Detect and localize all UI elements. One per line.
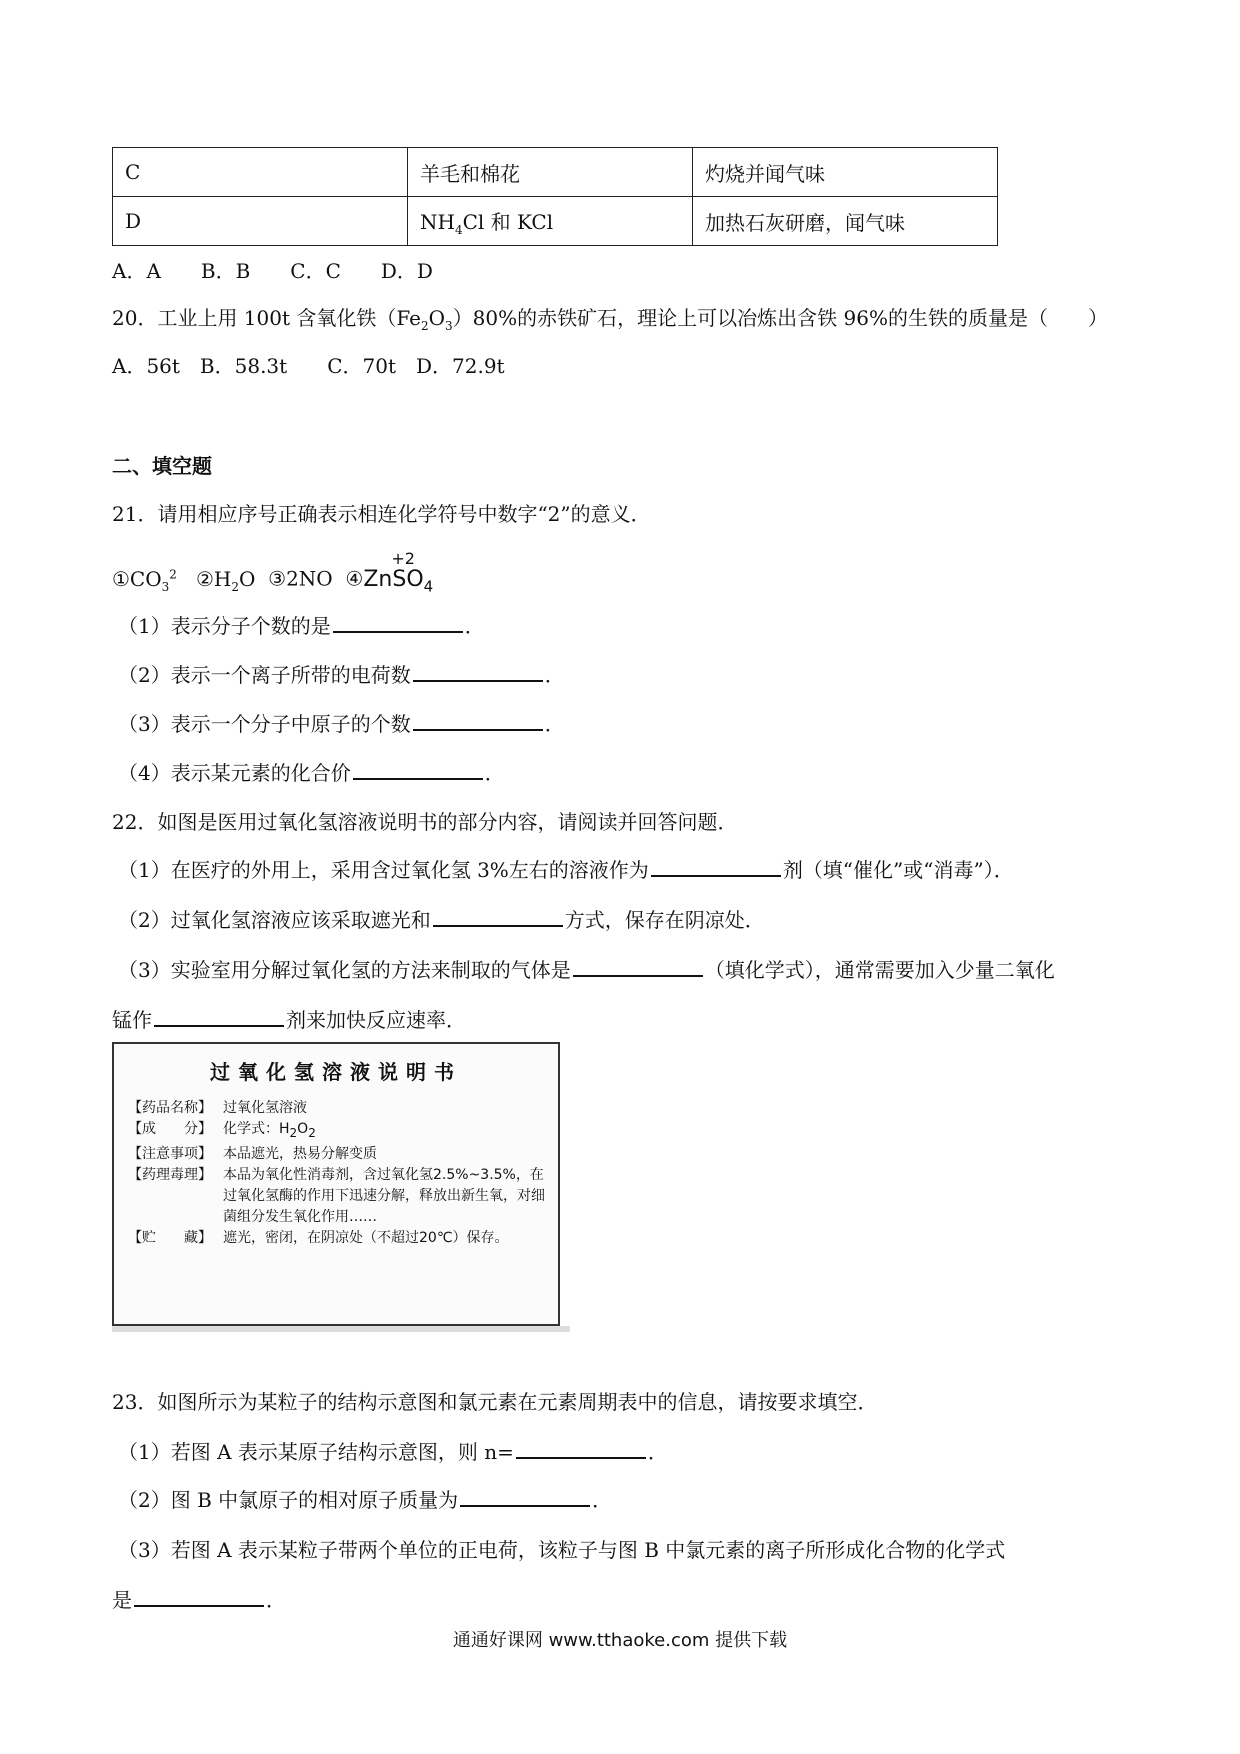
part-text: （1）表示分子个数的是 bbox=[118, 614, 331, 638]
part-text: 是 bbox=[112, 1588, 132, 1612]
part-text: （填化学式），通常需要加入少量二氧化 bbox=[704, 958, 1055, 982]
label-key: 【药品名称】 bbox=[128, 1100, 212, 1116]
part-text: （4）表示某元素的化合价 bbox=[118, 761, 351, 785]
label-row bbox=[128, 1144, 548, 1165]
q20-stem: 20．工业上用 100t 含氧化铁$(Fe_2O_3)80\%$的赤铁矿石，理论上可以冶炼出含铁 96%的生铁的质量是（ ） bbox=[112, 306, 1108, 333]
q23-part-3-cont bbox=[112, 1586, 286, 1614]
q20-options: A．56t B．58.3t C．70t D．72.9t bbox=[112, 354, 505, 378]
formula-subscript: 4 bbox=[423, 577, 434, 596]
answer-blank[interactable] bbox=[460, 1487, 590, 1507]
label-key: 【注意事项】 bbox=[128, 1145, 212, 1162]
answer-blank[interactable] bbox=[433, 907, 563, 927]
q22-part-2 bbox=[118, 906, 765, 934]
part-text: （3）实验室用分解过氧化氢的方法来制取的气体是 bbox=[118, 958, 571, 982]
period: ． bbox=[266, 1588, 286, 1612]
symbol-1: $①CO_3^2$ bbox=[112, 566, 177, 594]
label-value: 化学式：$H_2O_2$ bbox=[223, 1121, 316, 1140]
q21-symbols bbox=[112, 548, 434, 601]
label-title: 过氧化氢溶液说明书 bbox=[210, 1060, 462, 1084]
part-text: 方式，保存在阴凉处． bbox=[564, 908, 765, 932]
q21-part-3 bbox=[118, 710, 565, 738]
period: ． bbox=[464, 614, 485, 638]
table-cell-label: C bbox=[113, 148, 408, 197]
section-title: 二、填空题 bbox=[112, 454, 212, 478]
label-row bbox=[128, 1119, 548, 1144]
table-cell-items: 羊毛和棉花 bbox=[408, 148, 693, 197]
part-text: （3）表示一个分子中原子的个数 bbox=[118, 712, 411, 736]
label-value: 遮光，密闭，在阴凉处（不超过20℃）保存。 bbox=[223, 1229, 509, 1246]
label-shadow bbox=[112, 1326, 570, 1332]
part-text: （2）表示一个离子所带的电荷数 bbox=[118, 663, 411, 687]
part-text: （2）图 B 中氯原子的相对原子质量为 bbox=[118, 1488, 459, 1512]
part-text: 剂（填“催化”或“消毒”）． bbox=[782, 858, 1014, 882]
answer-blank[interactable] bbox=[134, 1587, 264, 1607]
q22-stem: 22．如图是医用过氧化氢溶液说明书的部分内容，请阅读并回答问题． bbox=[112, 810, 738, 834]
formula: ZnSO bbox=[363, 566, 424, 592]
q22-part-3 bbox=[118, 956, 1055, 984]
part-text: 锰作 bbox=[112, 1008, 152, 1032]
q19-options: A．A B．B C．C D．D bbox=[112, 259, 433, 283]
label-row bbox=[128, 1228, 548, 1249]
part-text: （3）若图 A 表示某粒子带两个单位的正电荷，该粒子与图 B 中氯元素的离子所形成化合物的化学式 bbox=[118, 1538, 1006, 1562]
q21-part-1 bbox=[118, 612, 485, 640]
options-table bbox=[112, 147, 998, 246]
q21-stem: 21．请用相应序号正确表示相连化学符号中数字“2”的意义． bbox=[112, 502, 651, 526]
table-row bbox=[113, 148, 998, 197]
q21-part-2 bbox=[118, 661, 565, 689]
label-row bbox=[128, 1165, 548, 1228]
label-key: 【贮 藏】 bbox=[128, 1229, 212, 1246]
label-key: 【成 分】 bbox=[128, 1121, 212, 1137]
answer-blank[interactable] bbox=[353, 760, 483, 780]
answer-blank[interactable] bbox=[573, 957, 703, 977]
label-value: 本品遮光，热易分解变质 bbox=[223, 1145, 377, 1162]
part-text: （1）若图 A 表示某原子结构示意图，则 n= bbox=[118, 1440, 514, 1464]
table-cell-method: 灼烧并闻气味 bbox=[693, 148, 998, 197]
answer-blank[interactable] bbox=[413, 662, 543, 682]
symbol-3: ③2NO bbox=[268, 566, 333, 591]
answer-blank[interactable] bbox=[333, 613, 463, 633]
page-footer: 通通好课网 www.tthaoke.com 提供下载 bbox=[452, 1630, 788, 1651]
symbol-4 bbox=[363, 548, 434, 596]
table-cell-label: D bbox=[113, 197, 408, 246]
q23-part-3 bbox=[118, 1536, 1005, 1564]
q23-stem: 23．如图所示为某粒子的结构示意图和氯元素在元素周期表中的信息，请按要求填空． bbox=[112, 1390, 878, 1414]
part-text: （2）过氧化氢溶液应该采取遮光和 bbox=[118, 908, 431, 932]
answer-blank[interactable] bbox=[516, 1439, 646, 1459]
answer-blank[interactable] bbox=[154, 1007, 284, 1027]
medicine-label-image bbox=[112, 1042, 560, 1326]
q22-part-1 bbox=[118, 856, 1014, 884]
part-text: 剂来加快反应速率． bbox=[286, 1008, 466, 1032]
label-rows bbox=[128, 1098, 548, 1249]
period: ． bbox=[647, 1440, 668, 1464]
table-row bbox=[113, 197, 998, 246]
period: ． bbox=[544, 663, 565, 687]
table-cell-method: 加热石灰研磨，闻气味 bbox=[693, 197, 998, 246]
q23-part-1 bbox=[118, 1438, 668, 1466]
symbol-4-prefix: ④ bbox=[345, 566, 364, 591]
valence-label: +2 bbox=[391, 548, 415, 568]
q21-part-4 bbox=[118, 759, 505, 787]
part-text: （1）在医疗的外用上，采用含过氧化氢 3%左右的溶液作为 bbox=[118, 858, 649, 882]
q22-part-3-cont bbox=[112, 1006, 466, 1034]
label-row bbox=[128, 1098, 548, 1119]
table-cell-items: $NH_4Cl$ 和 KCl bbox=[408, 197, 693, 246]
period: ． bbox=[484, 761, 505, 785]
period: ． bbox=[544, 712, 565, 736]
q23-part-2 bbox=[118, 1486, 612, 1514]
period: ． bbox=[592, 1488, 613, 1512]
answer-blank[interactable] bbox=[413, 711, 543, 731]
label-key: 【药理毒理】 bbox=[128, 1166, 212, 1183]
symbol-2: $②H_2O$ bbox=[196, 566, 256, 594]
label-value: 过氧化氢溶液 bbox=[223, 1100, 307, 1116]
label-value: 本品为氧化性消毒剂，含过氧化氢2.5%~3.5%，在过氧化氢酶的作用下迅速分解，释放出新生氧，对细菌组分发生氧化作用…… bbox=[223, 1166, 545, 1225]
answer-blank[interactable] bbox=[651, 857, 781, 877]
